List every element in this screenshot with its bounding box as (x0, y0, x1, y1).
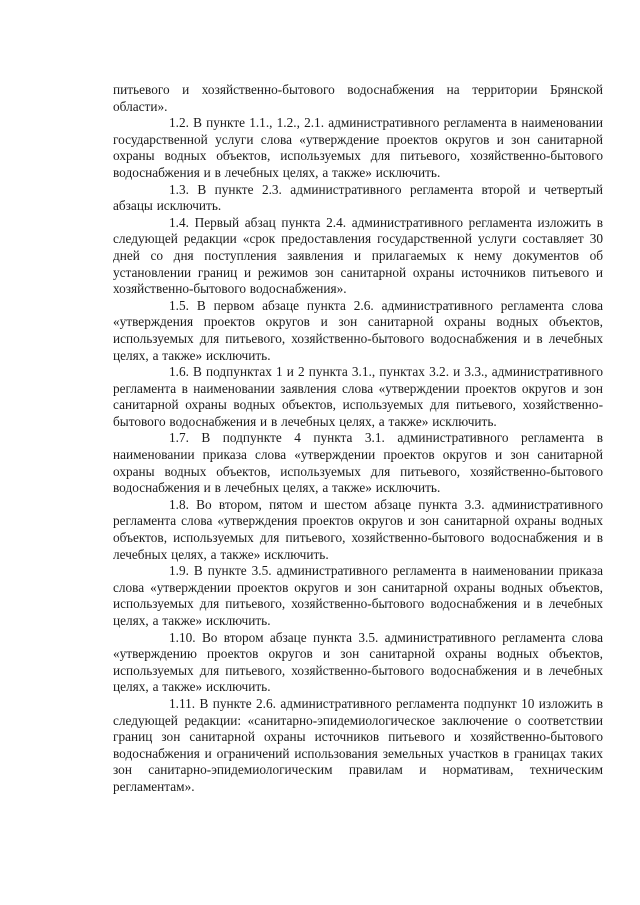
paragraph-1-7: 1.7. В подпункте 4 пункта 3.1. административного регламента в наименовании приказа слова «утверждении проектов округов и зон санитарной охраны водных объектов, используемых для питьевого, хозяйственно-бытового водоснабжения и в лечебных целях, а также» исключить. (113, 430, 603, 496)
paragraph-1-2: 1.2. В пункте 1.1., 1.2., 2.1. административного регламента в наименовании государственной услуги слова «утверждение проектов округов и зон санитарной охраны водных объектов, используемых для питьевого, хозяйственно-бытового водоснабжения и в лечебных целях, а также» исключить. (113, 115, 603, 180)
paragraph-1-5: 1.5. В первом абзаце пункта 2.6. административного регламента слова «утверждения проектов округов и зон санитарной охраны водных объектов, используемых для питьевого, хозяйственно-бытового водоснабжения и в лечебных целях, а также» исключить. (113, 297, 603, 363)
paragraph-1-10: 1.10. Во втором абзаце пункта 3.5. административного регламента слова «утверждению проектов округов и зон санитарной охраны водных объектов, используемых для питьевого, хозяйственно-бытового водоснабжения и в лечебных целях, а также» исключить. (113, 629, 603, 695)
paragraph-1-9: 1.9. В пункте 3.5. административного регламента в наименовании приказа слова «утверждении проектов округов и зон санитарной охраны водных объектов, используемых для питьевого, хозяйственно-бытового водоснабжения и в лечебных целях, а также» исключить. (113, 563, 603, 628)
paragraph-1-11: 1.11. В пункте 2.6. административного регламента подпункт 10 изложить в следующей редакции: «санитарно-эпидемиологическое заключение о соответствии границ зон санитарной охраны источников питьевого и хозяйственно-бытового водоснабжения и ограничений использования земельных участков в границах таких зон санитарно-эпидемиологическим правилам и нормативам, техническим регламентам». (113, 695, 603, 794)
document-body (113, 82, 603, 796)
paragraph-1-8: 1.8. Во втором, пятом и шестом абзаце пункта 3.3. административного регламента слова «утверждения проектов округов и зон санитарной охраны водных объектов, используемых для питьевого, хозяйственно-бытового водоснабжения и в лечебных целях, а также» исключить. (113, 496, 603, 562)
paragraph-1-3: 1.3. В пункте 2.3. административного регламента второй и четвертый абзацы исключить. (113, 181, 603, 214)
paragraph-1-4: 1.4. Первый абзац пункта 2.4. административного регламента изложить в следующей редакции «срок предоставления государственной услуги составляет 30 дней со дня поступления заявления и прилагаемых к нему документов об установлении границ и режимов зон санитарной охраны источников питьевого и хозяйственно-бытового водоснабжения». (113, 214, 603, 297)
paragraph-continuation: питьевого и хозяйственно-бытового водоснабжения на территории Брянской области». (113, 82, 603, 114)
paragraph-1-6: 1.6. В подпунктах 1 и 2 пункта 3.1., пунктах 3.2. и 3.3., административного регламента в наименовании заявления слова «утверждении проектов округов и зон санитарной охраны водных объектов, используемых для питьевого, хозяйственно-бытового водоснабжения и в лечебных целях, а также» исключить. (113, 364, 603, 429)
